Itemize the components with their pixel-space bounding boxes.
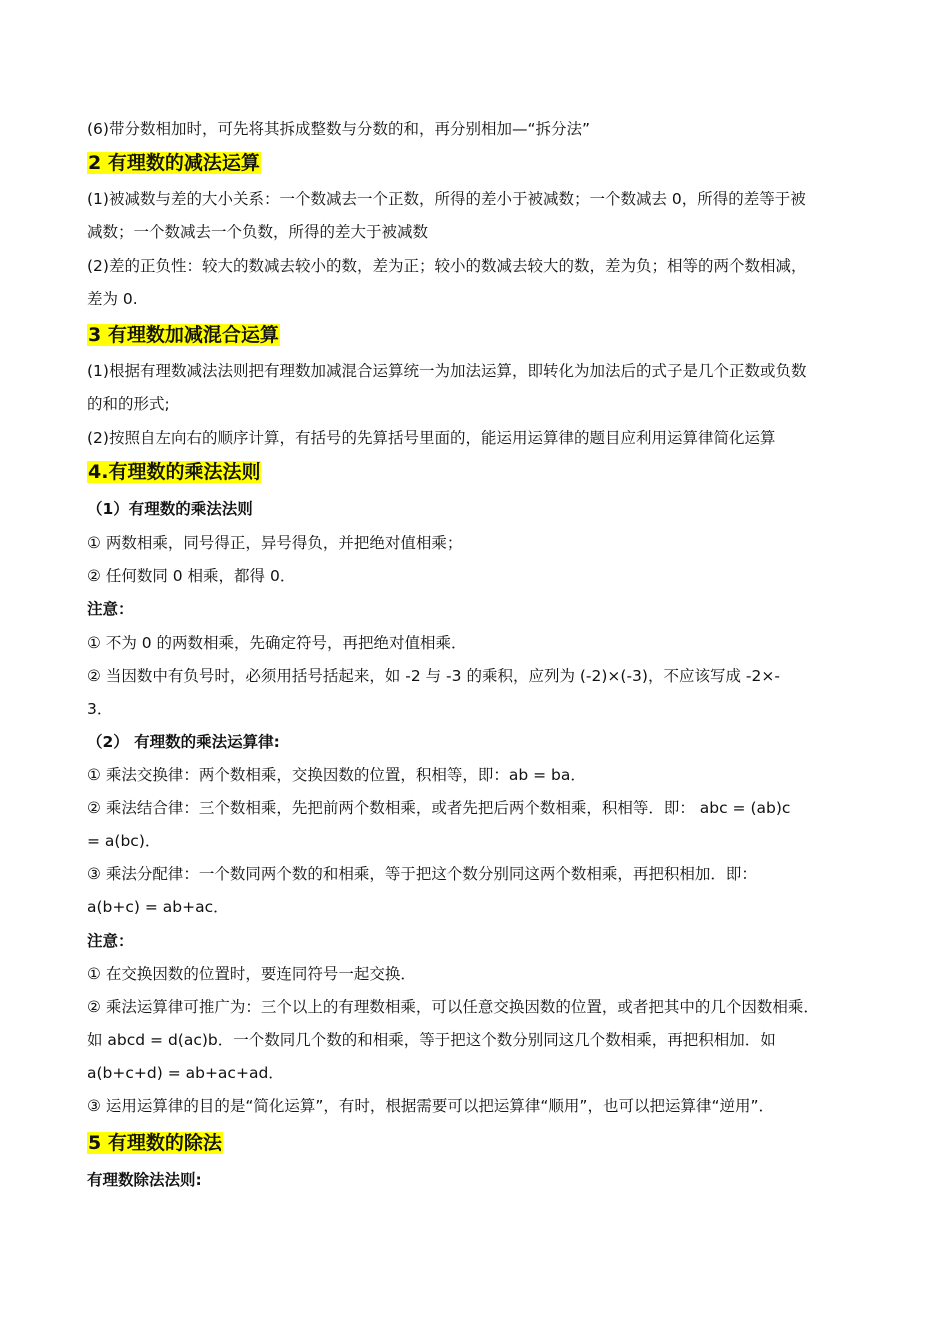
list-item: ② 当因数中有负号时，必须用括号括起来，如 -2 与 -3 的乘积，应列为 (-2)×(-3)，不应该写成 -2×- xyxy=(87,667,780,685)
paragraph: 3． xyxy=(87,700,113,718)
paragraph: a(b+c+d) = ab+ac+ad． xyxy=(87,1064,284,1082)
paragraph: 的和的形式; xyxy=(87,395,170,413)
note-label: 注意： xyxy=(87,932,134,950)
list-item: ① 乘法交换律：两个数相乘，交换因数的位置，积相等，即：ab = ba． xyxy=(87,766,586,784)
paragraph-split-method: (6)带分数相加时，可先将其拆成整数与分数的和，再分别相加—“拆分法” xyxy=(87,120,591,138)
subheading-division-rule: 有理数除法法则: xyxy=(87,1171,202,1189)
paragraph: 差为 0. xyxy=(87,290,138,308)
heading-multiplication: 4.有理数的乘法法则 xyxy=(88,461,261,483)
list-item: ② 乘法结合律：三个数相乘，先把前两个数相乘，或者先把后两个数相乘，积相等．即： abc = (ab)c xyxy=(87,799,791,817)
paragraph: (2)差的正负性：较大的数减去较小的数，差为正；较小的数减去较大的数，差为负；相等的两个数相减， xyxy=(87,257,807,275)
paragraph: 减数；一个数减去一个负数，所得的差大于被减数 xyxy=(87,223,429,241)
list-item: ② 任何数同 0 相乘，都得 0． xyxy=(87,567,296,585)
paragraph: (2)按照自左向右的顺序计算，有括号的先算括号里面的，能运用运算律的题目应利用运算律简化运算 xyxy=(87,429,776,447)
list-item: ③ 运用运算律的目的是“简化运算”，有时，根据需要可以把运算律“顺用”，也可以把运算律“逆用”． xyxy=(87,1097,775,1115)
subheading-multiplication-laws: （2） 有理数的乘法运算律: xyxy=(87,733,280,751)
heading-subtraction: 2 有理数的减法运算 xyxy=(88,152,260,174)
paragraph: (1)被减数与差的大小关系：一个数减去一个正数，所得的差小于被减数；一个数减去 0，所得的差等于被 xyxy=(87,190,806,208)
list-item: ③ 乘法分配律：一个数同两个数的和相乘，等于把这个数分别同这两个数相乘，再把积相加．即： xyxy=(87,865,757,883)
list-item: ① 在交换因数的位置时，要连同符号一起交换． xyxy=(87,965,416,983)
subheading-multiplication-rule: （1）有理数的乘法法则 xyxy=(87,500,253,518)
heading-division: 5 有理数的除法 xyxy=(88,1132,222,1154)
paragraph: (1)根据有理数减法法则把有理数加减混合运算统一为加法运算，即转化为加法后的式子是几个正数或负数 xyxy=(87,362,807,380)
list-item: ① 两数相乘，同号得正，异号得负，并把绝对值相乘； xyxy=(87,534,463,552)
note-label: 注意： xyxy=(87,600,134,618)
list-item: ② 乘法运算律可推广为：三个以上的有理数相乘，可以任意交换因数的位置，或者把其中的几个因数相乘． xyxy=(87,998,819,1016)
list-item: ① 不为 0 的两数相乘，先确定符号，再把绝对值相乘． xyxy=(87,634,467,652)
paragraph: = a(bc)． xyxy=(87,832,161,850)
paragraph: a(b+c) = ab+ac． xyxy=(87,898,229,916)
paragraph: 如 abcd = d(ac)b．一个数同几个数的和相乘，等于把这个数分别同这几个数相乘，再把积相加．如 xyxy=(87,1031,776,1049)
heading-mixed-operations: 3 有理数加减混合运算 xyxy=(88,324,279,346)
